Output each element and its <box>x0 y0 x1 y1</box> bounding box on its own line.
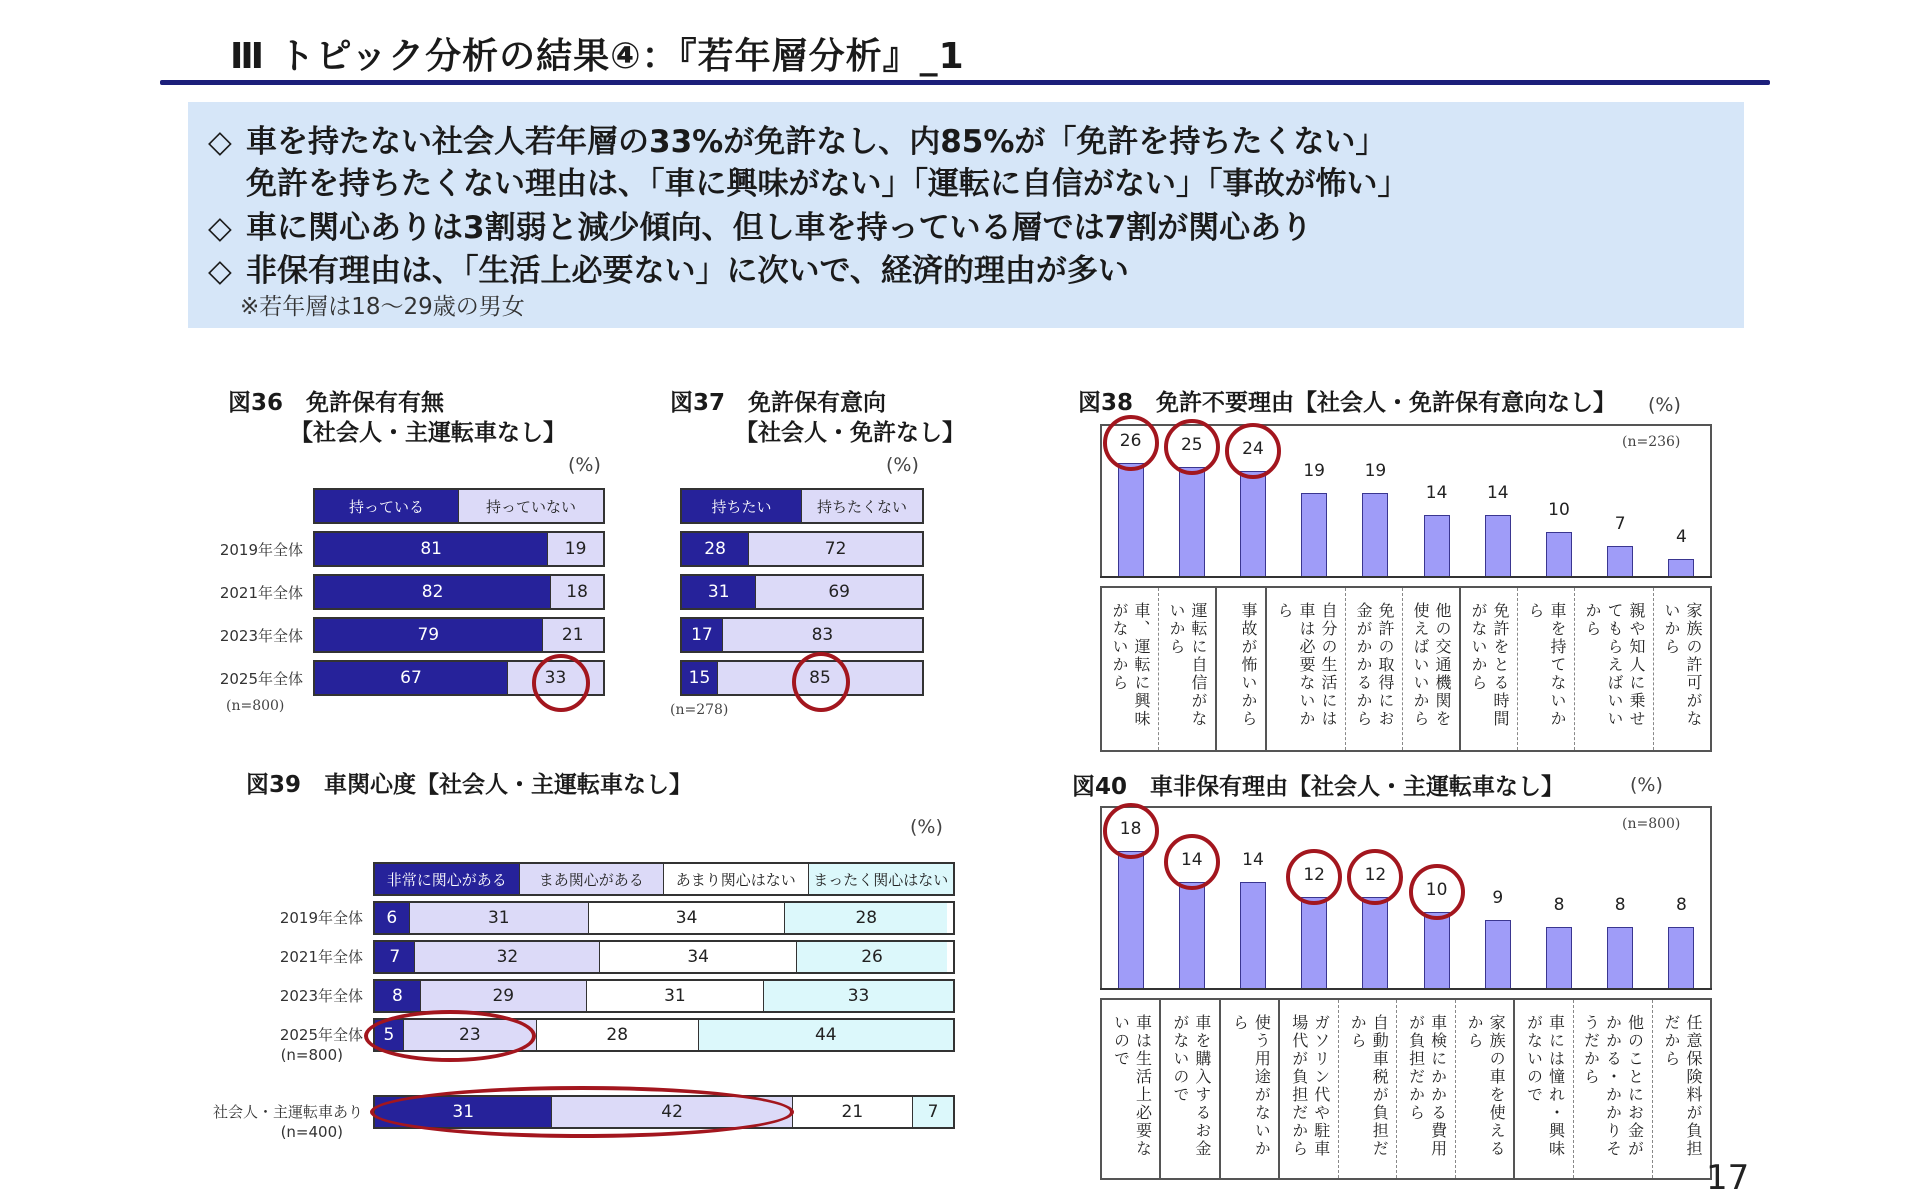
fig36-segment: 67 <box>315 662 508 694</box>
fig39-segment: 5 <box>375 1020 404 1050</box>
fig40-bar <box>1485 920 1511 988</box>
fig39-segment: 26 <box>797 942 947 972</box>
fig39-legend-item: まあ関心がある <box>520 864 665 894</box>
summary-box <box>188 102 1744 328</box>
fig40-bar-value: 12 <box>1364 864 1387 885</box>
fig39-segment: 44 <box>699 1020 953 1050</box>
fig40-bar-value: 12 <box>1303 864 1325 885</box>
fig37-legend-item: 持ちたくない <box>802 490 922 522</box>
fig39-legend-item: 非常に関心がある <box>375 864 520 894</box>
fig40-bar <box>1546 927 1572 988</box>
fig36-segment: 82 <box>315 576 551 608</box>
fig39-segment: 31 <box>587 981 764 1011</box>
fig40-bar <box>1240 882 1266 988</box>
fig40-bar <box>1118 851 1144 988</box>
fig39-segment: 28 <box>785 903 947 933</box>
fig39-row-label: 2025年全体 <box>279 1026 363 1044</box>
fig40-x-axis <box>1100 988 1712 990</box>
fig38-n: (n=236) <box>1622 434 1681 450</box>
fig38-bar-value: 4 <box>1675 526 1687 547</box>
fig38-category: 車、運転に興味がないから <box>1110 602 1151 728</box>
fig38-bar-value: 10 <box>1548 500 1570 521</box>
fig38-bar-value: 7 <box>1614 513 1626 534</box>
fig36-row <box>313 617 605 653</box>
fig39-row-sublabel: (n=400) <box>280 1123 343 1141</box>
fig37-segment: 31 <box>682 576 756 608</box>
fig36-segment: 33 <box>508 662 603 694</box>
fig39-row-label: 社会人・主運転車あり <box>212 1103 363 1121</box>
fig40-category: ガソリン代や駐車場代が負担だから <box>1278 1000 1337 1178</box>
fig38-category: 免許の取得にお金がかかるから <box>1345 588 1402 750</box>
fig39-segment: 6 <box>375 903 410 933</box>
fig38-bar-value: 14 <box>1425 483 1448 503</box>
fig39-segment: 33 <box>764 981 953 1011</box>
fig38-category: 運転に自信がないから <box>1158 588 1215 750</box>
fig40-category: 車検にかかる費用が負担だから <box>1396 1000 1454 1178</box>
fig38-bar-value: 19 <box>1303 461 1325 482</box>
fig40-bar <box>1607 927 1633 988</box>
summary-line-3: ◇ 車に関心ありは3割弱と減少傾向、但し車を持っている層では7割が関心あり <box>208 210 1313 246</box>
fig39-row-label: 2021年全体 <box>279 948 363 966</box>
fig40-bar-value: 18 <box>1119 819 1142 840</box>
fig40-bar-value: 8 <box>1675 895 1687 916</box>
fig36-subtitle: 【社会人・主運転車なし】 <box>290 420 566 446</box>
fig39-segment: 34 <box>589 903 786 933</box>
fig38-category: 自分の生活には車は必要ないから <box>1265 588 1345 750</box>
fig40-highlight-circle <box>1347 849 1403 905</box>
fig36-legend-item: 持っている <box>315 490 459 522</box>
fig38-title: 図38 免許不要理由【社会人・免許保有意向なし】 <box>1078 390 1617 416</box>
fig38-category: 免許をとる時間がないから <box>1459 588 1517 750</box>
fig37-segment: 28 <box>682 533 749 565</box>
fig38-bar <box>1240 471 1266 576</box>
summary-line-2: 免許を持ちたくない理由は、「車に興味がない」「運転に自信がない」「事故が怖い」 <box>246 166 1409 202</box>
fig36-row-label: 2025年全体 <box>219 670 303 688</box>
fig38-bar-value: 14 <box>1486 483 1509 503</box>
fig40-highlight-circle <box>1409 864 1465 920</box>
fig38-category: 家族の許可がないから <box>1653 588 1710 750</box>
fig40-category: 他のことにお金がかかる・かかりそうだから <box>1573 1000 1652 1178</box>
fig39-segment: 7 <box>375 942 415 972</box>
fig36-highlight-circle <box>532 654 590 712</box>
fig40-category: 車には憧れ・興味がないので <box>1513 1000 1572 1178</box>
fig37-segment: 72 <box>749 533 922 565</box>
fig40-highlight-circle <box>1164 834 1220 890</box>
fig38-bar-value: 25 <box>1180 435 1203 456</box>
diamond-bullet-icon: ◇ <box>208 124 232 160</box>
fig38-category-labels <box>1100 586 1712 752</box>
fig36-row-label: 2023年全体 <box>219 627 303 645</box>
fig39-highlight-ellipse <box>364 1010 536 1062</box>
fig38-bar <box>1118 463 1144 576</box>
fig36-legend <box>313 488 605 524</box>
fig36-legend-item: 持っていない <box>459 490 603 522</box>
fig40-category: 車は生活上必要ないので <box>1111 1014 1153 1158</box>
fig37-row <box>680 531 924 567</box>
fig36-segment: 19 <box>548 533 603 565</box>
page-number: 17 <box>1706 1158 1750 1198</box>
fig38-bar-value: 24 <box>1242 439 1264 460</box>
fig38-bar <box>1668 559 1694 576</box>
fig38-highlight-circle <box>1164 419 1220 475</box>
fig37-row <box>680 574 924 610</box>
fig39-segment: 23 <box>404 1020 537 1050</box>
fig40-bar-value: 14 <box>1242 849 1264 870</box>
fig39-segment: 31 <box>375 1097 552 1127</box>
fig40-highlight-circle <box>1286 849 1342 905</box>
fig39-highlight-ellipse <box>370 1086 794 1138</box>
summary-line-1: ◇ 車を持たない社会人若年層の33%が免許なし、内85%が「免許を持ちたくない」 <box>208 124 1387 160</box>
fig39-legend-item: まったく関心はない <box>809 864 954 894</box>
fig36-row-label: 2019年全体 <box>219 541 303 559</box>
fig36-row <box>313 574 605 610</box>
fig39-segment: 32 <box>415 942 600 972</box>
fig40-bar-value: 8 <box>1553 895 1565 916</box>
diamond-bullet-icon: ◇ <box>208 210 232 246</box>
fig39-row-sublabel: (n=800) <box>280 1046 343 1064</box>
diamond-bullet-icon: ◇ <box>208 253 232 289</box>
fig40-title: 図40 車非保有理由【社会人・主運転車なし】 <box>1072 774 1565 800</box>
fig40-bar <box>1668 927 1694 988</box>
fig36-title: 図36 免許保有有無 <box>228 390 445 416</box>
fig40-highlight-circle <box>1103 803 1159 859</box>
fig38-bar-value: 19 <box>1364 461 1387 482</box>
fig38-bar <box>1424 515 1450 576</box>
fig39-legend <box>373 862 955 896</box>
fig39-row <box>373 940 955 974</box>
fig36-row <box>313 531 605 567</box>
fig38-category: 車を持てないから <box>1517 588 1574 750</box>
fig40-category: 車を購入するお金がないので <box>1159 1000 1218 1178</box>
fig40-bar <box>1362 897 1388 988</box>
title-divider <box>160 80 1770 85</box>
fig38-highlight-circle <box>1103 415 1159 471</box>
fig40-category: 家族の車を使えるから <box>1455 1000 1513 1178</box>
fig39-row-label: 2019年全体 <box>279 909 363 927</box>
fig38-category: 親や知人に乗せてもらえばいいから <box>1574 588 1653 750</box>
fig37-highlight-circle <box>792 652 850 712</box>
fig39-row-label: 2023年全体 <box>279 987 363 1005</box>
fig36-segment: 79 <box>315 619 543 651</box>
fig39-row <box>373 979 955 1013</box>
fig36-segment: 81 <box>315 533 548 565</box>
fig39-legend-item: あまり関心はない <box>664 864 809 894</box>
fig36-unit: (%) <box>568 454 601 476</box>
fig37-segment: 85 <box>718 662 922 694</box>
fig38-bar-value: 26 <box>1119 430 1142 451</box>
fig39-segment: 29 <box>421 981 587 1011</box>
fig37-legend <box>680 488 924 524</box>
fig37-segment: 69 <box>756 576 922 608</box>
fig38-bar <box>1546 532 1572 576</box>
fig39-segment: 7 <box>913 1097 953 1127</box>
summary-note: ※若年層は18〜29歳の男女 <box>240 294 525 320</box>
fig38-bar <box>1485 515 1511 576</box>
fig37-segment: 83 <box>723 619 922 651</box>
fig40-category: 任意保険料が負担だから <box>1652 1000 1710 1178</box>
fig37-n: (n=278) <box>670 702 729 718</box>
fig39-row <box>373 901 955 935</box>
fig39-segment: 31 <box>410 903 589 933</box>
fig40-bar <box>1424 912 1450 988</box>
fig40-n: (n=800) <box>1622 816 1681 832</box>
fig39-segment: 42 <box>552 1097 792 1127</box>
fig40-bar <box>1179 882 1205 988</box>
fig40-category-labels <box>1100 998 1712 1180</box>
fig38-bar <box>1362 493 1388 576</box>
fig39-segment: 34 <box>600 942 797 972</box>
fig38-category: 他の交通機関を使えばいいから <box>1402 588 1459 750</box>
fig38-unit: (%) <box>1648 394 1681 416</box>
fig36-segment: 21 <box>543 619 603 651</box>
fig38-x-axis <box>1100 576 1712 578</box>
fig40-bar <box>1301 897 1327 988</box>
page-title: Ⅲ トピック分析の結果④：『若年層分析』_1 <box>230 36 965 77</box>
fig36-n: (n=800) <box>226 698 285 714</box>
fig38-bar <box>1607 546 1633 577</box>
fig37-subtitle: 【社会人・免許なし】 <box>735 420 965 446</box>
fig39-segment: 21 <box>793 1097 913 1127</box>
fig38-category: 事故が怖いから <box>1215 588 1265 750</box>
fig40-bar-value: 8 <box>1614 895 1626 916</box>
fig38-bar <box>1179 467 1205 576</box>
fig37-unit: (%) <box>886 454 919 476</box>
fig40-bar-value: 10 <box>1425 880 1448 900</box>
fig36-segment: 18 <box>551 576 603 608</box>
fig40-category: 使う用途がないから <box>1219 1000 1278 1178</box>
fig38-bar <box>1301 493 1327 576</box>
fig37-legend-item: 持ちたい <box>682 490 802 522</box>
summary-line-4: ◇ 非保有理由は、「生活上必要ない」に次いで、経済的理由が多い <box>208 253 1129 289</box>
fig40-bar-value: 9 <box>1492 887 1504 908</box>
fig37-title: 図37 免許保有意向 <box>670 390 887 416</box>
fig39-segment: 8 <box>375 981 421 1011</box>
fig40-category: 自動車税が負担だから <box>1338 1000 1396 1178</box>
fig36-row-label: 2021年全体 <box>219 584 303 602</box>
fig39-title: 図39 車関心度【社会人・主運転車なし】 <box>246 772 693 798</box>
fig37-segment: 17 <box>682 619 723 651</box>
fig39-segment: 28 <box>537 1020 699 1050</box>
fig40-unit: (%) <box>1630 774 1663 796</box>
fig37-row <box>680 617 924 653</box>
fig37-segment: 15 <box>682 662 718 694</box>
fig39-unit: (%) <box>910 816 943 838</box>
fig40-bar-value: 14 <box>1180 849 1203 870</box>
